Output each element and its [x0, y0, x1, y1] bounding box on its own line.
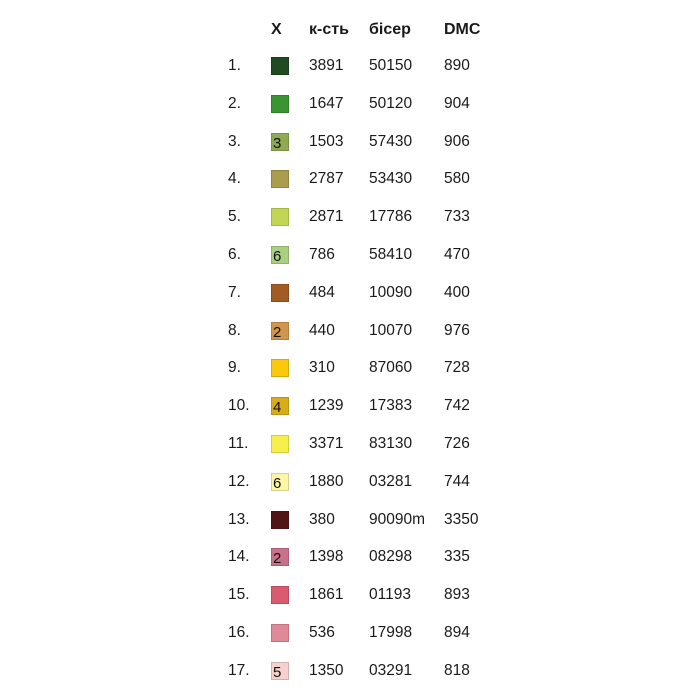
- row-qty: 1239: [309, 397, 344, 414]
- row-dmc: 906: [444, 133, 470, 150]
- row-qty: 1398: [309, 548, 344, 565]
- color-swatch: 3: [271, 133, 289, 151]
- color-swatch: 4: [271, 397, 289, 415]
- row-bead: 17998: [369, 624, 413, 641]
- row-number: 3.: [228, 133, 241, 150]
- row-qty: 3371: [309, 435, 344, 452]
- row-qty: 3891: [309, 57, 344, 74]
- row-bead: 50150: [369, 57, 413, 74]
- color-swatch: 2: [271, 322, 289, 340]
- row-bead: 50120: [369, 95, 413, 112]
- row-qty: 1880: [309, 473, 344, 490]
- row-bead: 83130: [369, 435, 413, 452]
- color-swatch: [271, 435, 289, 453]
- color-swatch: [271, 284, 289, 302]
- row-dmc: 726: [444, 435, 470, 452]
- row-dmc: 904: [444, 95, 470, 112]
- row-qty: 484: [309, 284, 335, 301]
- row-bead: 10070: [369, 322, 413, 339]
- color-swatch: [271, 95, 289, 113]
- row-number: 11.: [228, 435, 249, 452]
- header-dmc: DMC: [444, 21, 481, 38]
- color-swatch: [271, 586, 289, 604]
- row-number: 7.: [228, 284, 241, 301]
- color-swatch: [271, 208, 289, 226]
- row-number: 9.: [228, 359, 241, 376]
- color-swatch: [271, 359, 289, 377]
- color-swatch: 5: [271, 662, 289, 680]
- row-qty: 536: [309, 624, 335, 641]
- color-swatch: [271, 511, 289, 529]
- row-number: 10.: [228, 397, 250, 414]
- row-dmc: 890: [444, 57, 470, 74]
- header-symbol: X: [271, 21, 282, 38]
- row-bead: 87060: [369, 359, 413, 376]
- row-dmc: 742: [444, 397, 470, 414]
- color-swatch: [271, 624, 289, 642]
- header-qty: к-сть: [309, 21, 349, 38]
- row-bead: 53430: [369, 170, 413, 187]
- row-dmc: 3350: [444, 511, 479, 528]
- row-qty: 1647: [309, 95, 344, 112]
- row-bead: 17383: [369, 397, 413, 414]
- row-bead: 57430: [369, 133, 413, 150]
- header-bead: бісер: [369, 21, 411, 38]
- color-swatch: 6: [271, 246, 289, 264]
- row-number: 1.: [228, 57, 241, 74]
- row-bead: 90090m: [369, 511, 426, 528]
- row-dmc: 744: [444, 473, 470, 490]
- row-qty: 310: [309, 359, 335, 376]
- row-qty: 786: [309, 246, 335, 263]
- row-qty: 2871: [309, 208, 344, 225]
- color-swatch: [271, 57, 289, 75]
- color-swatch: [271, 170, 289, 188]
- row-bead: 03291: [369, 662, 413, 679]
- row-number: 6.: [228, 246, 241, 263]
- row-number: 12.: [228, 473, 250, 490]
- row-qty: 1350: [309, 662, 344, 679]
- row-bead: 10090: [369, 284, 413, 301]
- row-dmc: 894: [444, 624, 470, 641]
- row-qty: 440: [309, 322, 335, 339]
- row-number: 2.: [228, 95, 241, 112]
- row-dmc: 976: [444, 322, 470, 339]
- row-bead: 01193: [369, 586, 411, 603]
- row-qty: 1861: [309, 586, 344, 603]
- row-dmc: 470: [444, 246, 470, 263]
- row-bead: 03281: [369, 473, 413, 490]
- row-qty: 2787: [309, 170, 344, 187]
- row-bead: 58410: [369, 246, 413, 263]
- row-number: 8.: [228, 322, 241, 339]
- row-number: 13.: [228, 511, 250, 528]
- row-dmc: 733: [444, 208, 470, 225]
- row-dmc: 893: [444, 586, 470, 603]
- color-swatch: 6: [271, 473, 289, 491]
- row-bead: 17786: [369, 208, 413, 225]
- row-number: 16.: [228, 624, 250, 641]
- row-number: 14.: [228, 548, 250, 565]
- row-number: 15.: [228, 586, 250, 603]
- row-qty: 1503: [309, 133, 344, 150]
- row-dmc: 728: [444, 359, 470, 376]
- row-dmc: 400: [444, 284, 470, 301]
- color-swatch: 2: [271, 548, 289, 566]
- row-qty: 380: [309, 511, 335, 528]
- row-dmc: 335: [444, 548, 470, 565]
- row-dmc: 818: [444, 662, 470, 679]
- row-number: 17.: [228, 662, 250, 679]
- row-bead: 08298: [369, 548, 413, 565]
- row-number: 4.: [228, 170, 241, 187]
- row-number: 5.: [228, 208, 241, 225]
- row-dmc: 580: [444, 170, 470, 187]
